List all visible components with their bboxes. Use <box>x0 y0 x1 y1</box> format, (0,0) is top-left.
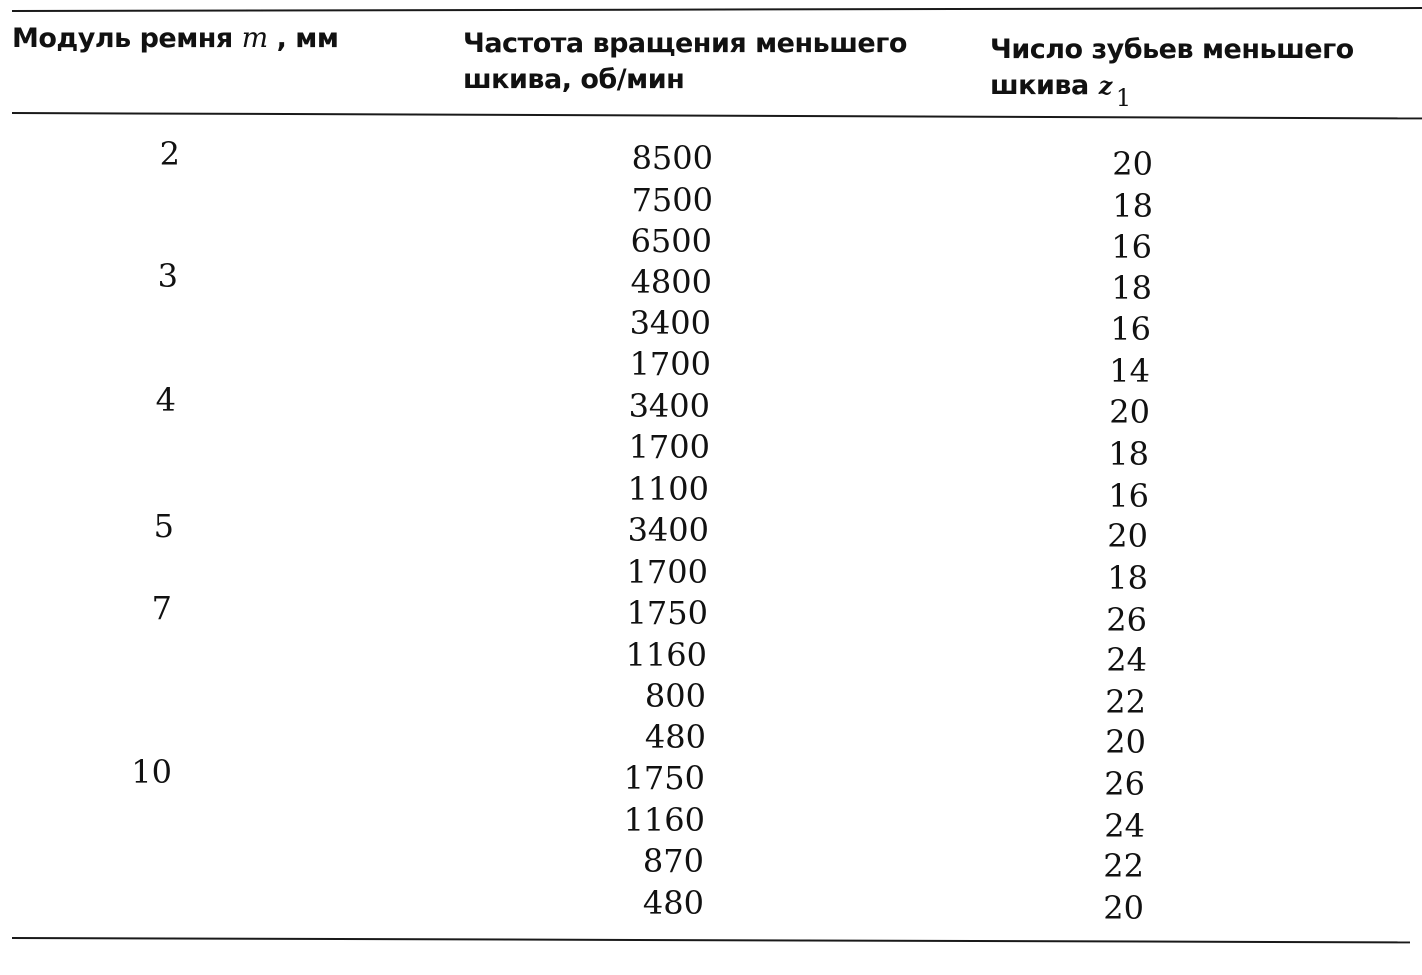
header-frequency-line1: Частота вращения меньшего <box>463 28 907 59</box>
header-teeth-line2: шкива <box>990 70 1089 101</box>
teeth-cell: 22 <box>1103 847 1144 885</box>
teeth-cell: 20 <box>1109 393 1150 431</box>
header-teeth-line2-wrap <box>990 68 1354 112</box>
header-module-text: Модуль ремня <box>12 23 242 54</box>
teeth-cell: 18 <box>1108 435 1149 473</box>
teeth-cell: 24 <box>1106 641 1147 679</box>
teeth-cell: 20 <box>1112 145 1153 183</box>
teeth-cell: 14 <box>1109 352 1150 390</box>
module-cell: 2 <box>159 135 180 173</box>
teeth-cell: 16 <box>1110 310 1151 348</box>
frequency-cell: 8500 <box>631 139 713 177</box>
header-teeth-line1: Число зубьев меньшего <box>990 34 1354 65</box>
header-module-unit: , мм <box>267 23 339 54</box>
teeth-cell: 20 <box>1107 517 1148 555</box>
frequency-cell: 1750 <box>626 594 708 632</box>
teeth-cell: 22 <box>1105 683 1146 721</box>
module-cell: 4 <box>155 381 176 419</box>
frequency-cell: 3400 <box>627 511 709 549</box>
module-cell: 10 <box>131 753 172 791</box>
header-teeth-var: z <box>1098 71 1112 100</box>
teeth-cell: 16 <box>1108 477 1149 515</box>
teeth-cell: 18 <box>1111 269 1152 307</box>
frequency-cell: 480 <box>644 718 706 756</box>
frequency-cell: 480 <box>642 884 704 922</box>
frequency-cell: 1160 <box>623 801 705 839</box>
teeth-cell: 18 <box>1112 187 1153 225</box>
teeth-cell: 20 <box>1105 723 1146 761</box>
frequency-cell: 1750 <box>623 759 705 797</box>
header-teeth-sub: 1 <box>1115 84 1131 112</box>
teeth-cell: 16 <box>1111 228 1152 266</box>
bottom-rule <box>12 937 1410 943</box>
teeth-cell: 20 <box>1103 889 1144 927</box>
frequency-cell: 1700 <box>626 553 708 591</box>
header-rule <box>12 112 1422 119</box>
frequency-cell: 800 <box>644 677 706 715</box>
frequency-cell: 3400 <box>629 304 711 342</box>
frequency-cell: 1700 <box>629 345 711 383</box>
header-frequency-line2: шкива, об/мин <box>463 64 685 95</box>
frequency-cell: 4800 <box>630 263 712 301</box>
frequency-cell: 1700 <box>628 428 710 466</box>
module-cell: 3 <box>157 257 178 295</box>
header-module <box>12 20 338 57</box>
module-cell: 7 <box>151 589 172 627</box>
frequency-cell: 7500 <box>631 181 713 219</box>
module-cell: 5 <box>153 507 174 545</box>
frequency-cell: 3400 <box>628 387 710 425</box>
teeth-cell: 18 <box>1107 559 1148 597</box>
teeth-cell: 26 <box>1106 601 1147 639</box>
header-frequency <box>463 26 907 98</box>
frequency-cell: 1160 <box>625 636 707 674</box>
header-module-var: m <box>241 21 268 54</box>
frequency-cell: 6500 <box>630 222 712 260</box>
frequency-cell: 1100 <box>627 470 709 508</box>
teeth-cell: 26 <box>1104 765 1145 803</box>
top-rule <box>12 7 1422 12</box>
frequency-cell: 870 <box>642 842 704 880</box>
teeth-cell: 24 <box>1104 807 1145 845</box>
header-teeth <box>990 32 1354 112</box>
